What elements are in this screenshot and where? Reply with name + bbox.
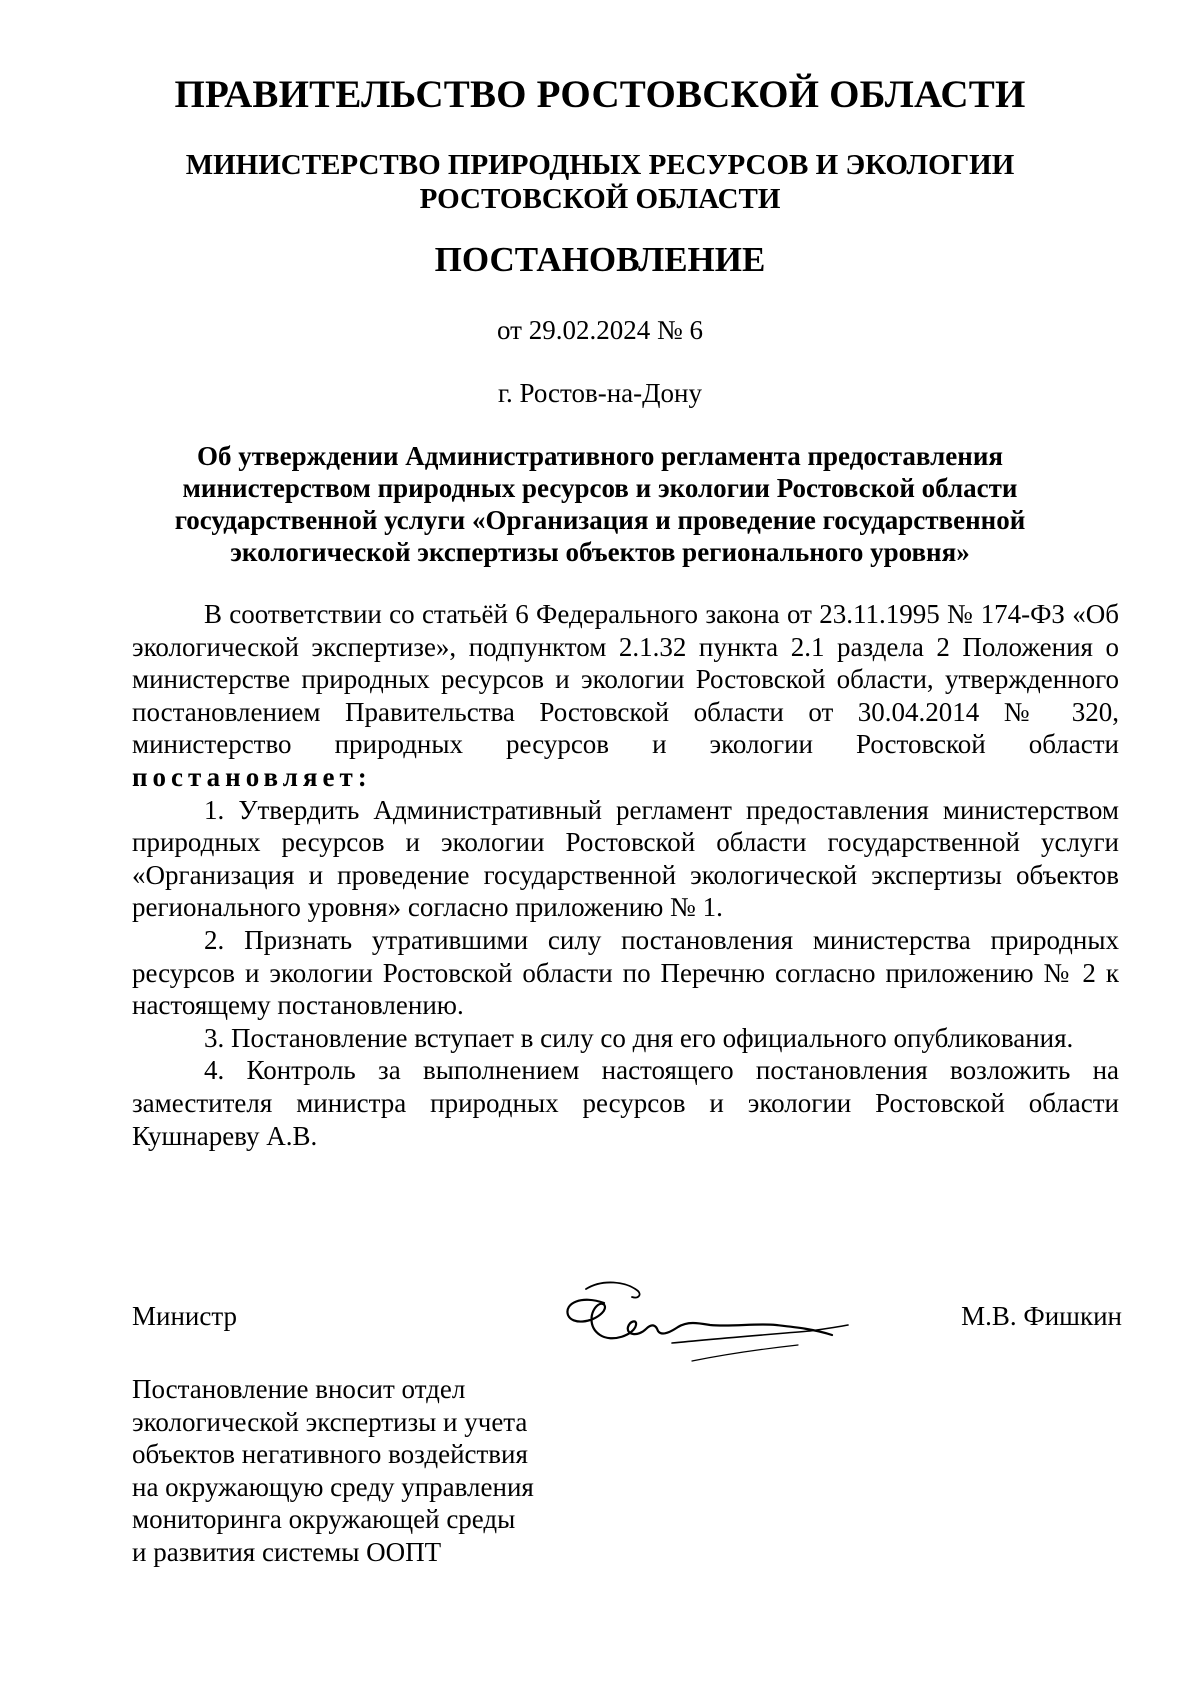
document-date-number: от 29.02.2024 № 6 bbox=[497, 315, 703, 345]
signer-role: Министр bbox=[132, 1301, 237, 1331]
handwritten-signature bbox=[542, 1265, 862, 1375]
government-heading: ПРАВИТЕЛЬСТВО РОСТОВСКОЙ ОБЛАСТИ bbox=[174, 73, 1026, 116]
item-paragraph-1: 1. Утвердить Административный регламент предоставления министерством природных ресурсов и экологии Ростовской области государственной услуги «Организация и проведение государственной экологической экспертизы объектов регионального уровня» согласно приложению № 1. bbox=[132, 794, 1119, 923]
title-line3: государственной услуги «Организация и проведение государственной bbox=[174, 505, 1026, 535]
preamble-paragraph bbox=[132, 598, 1119, 794]
title-line4: экологической экспертизы объектов регионального уровня» bbox=[230, 537, 970, 567]
ministry-heading bbox=[0, 148, 1200, 216]
footer-line: мониторинга окружающей среды bbox=[132, 1504, 516, 1535]
document-body bbox=[132, 598, 1119, 1152]
preamble-text: В соответствии со статьёй 6 Федерального закона от 23.11.1995 № 174-ФЗ «Об экологической экспертизе», подпунктом 2.1.32 пункта 2.1 раздела 2 Положения о министерстве природных ресурсов и экологии Ростовской области, утвержденного постановлением Правительства Ростовской области от 30.04.2014 № 320, министерство природных ресурсов и экологии Ростовской области bbox=[132, 599, 1119, 760]
footer-line: и развития системы ООПТ bbox=[132, 1536, 442, 1567]
footer-line: на окружающую среду управления bbox=[132, 1471, 534, 1502]
item-paragraph-2: 2. Признать утратившими силу постановления министерства природных ресурсов и экологии Ростовской области по Перечню согласно приложению № 2 к настоящему постановлению. bbox=[132, 924, 1119, 1021]
signer-name: М.В. Фишкин bbox=[961, 1301, 1122, 1331]
item-paragraph-3: 3. Постановление вступает в силу со дня его официального опубликования. bbox=[204, 1022, 1074, 1053]
document-type: ПОСТАНОВЛЕНИЕ bbox=[434, 240, 766, 279]
title-line2: министерством природных ресурсов и экологии Ростовской области bbox=[182, 473, 1018, 503]
document-title bbox=[130, 440, 1070, 568]
ministry-heading-line2: РОСТОВСКОЙ ОБЛАСТИ bbox=[419, 183, 781, 215]
footer-line: Постановление вносит отдел bbox=[132, 1374, 466, 1404]
ministry-heading-line1: МИНИСТЕРСТВО ПРИРОДНЫХ РЕСУРСОВ И ЭКОЛОГИИ bbox=[185, 149, 1015, 181]
footer-note bbox=[132, 1373, 652, 1569]
document-city: г. Ростов-на-Дону bbox=[497, 378, 702, 408]
title-line1: Об утверждении Административного регламента предоставления bbox=[197, 441, 1003, 471]
footer-line: объектов негативного воздействия bbox=[132, 1439, 528, 1470]
resolves-word: постановляет: bbox=[132, 761, 372, 792]
item-paragraph-4: 4. Контроль за выполнением настоящего постановления возложить на заместителя министра природных ресурсов и экологии Ростовской области Кушнареву А.В. bbox=[132, 1055, 1119, 1151]
footer-line: экологической экспертизы и учета bbox=[132, 1406, 528, 1437]
signature-block bbox=[132, 1300, 1122, 1380]
